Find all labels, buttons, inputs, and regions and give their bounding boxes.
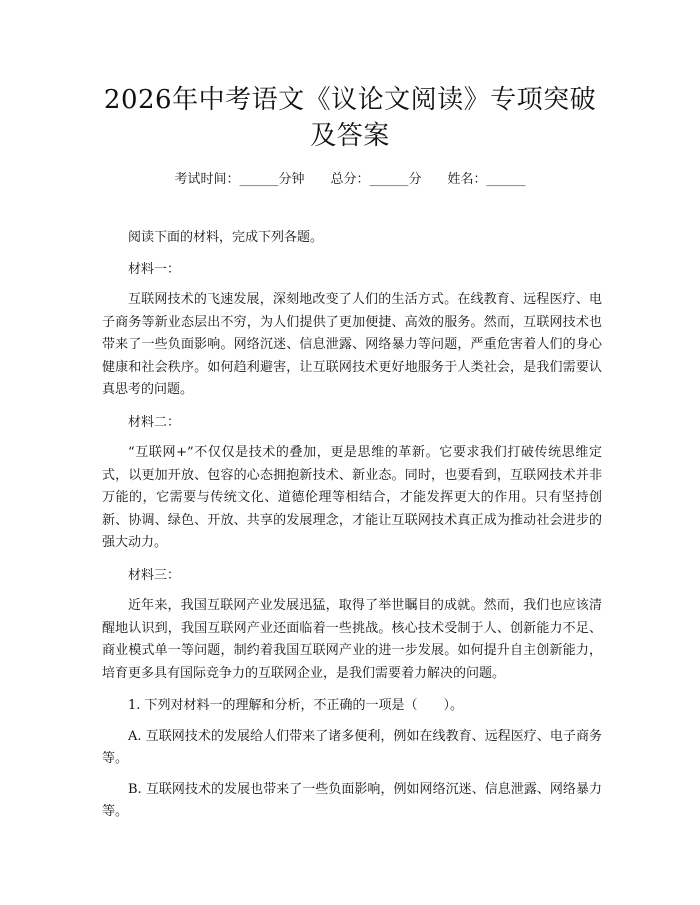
document-body — [102, 227, 602, 832]
material-3-text: 近年来，我国互联网产业发展迅猛，取得了举世瞩目的成就。然而，我们也应该清醒地认识到，我国互联网产业还面临着一些挑战。核心技术受制于人、创新能力不足、商业模式单一等问题，制约着我国互联网产业的进一步发展。如何提升自主创新能力，培育更多具有国际竞争力的互联网企业，是我们需要着力解决的问题。 — [102, 598, 602, 681]
reading-instruction: 阅读下面的材料，完成下列各题。 — [128, 230, 324, 245]
student-name-label: 姓名：______ — [447, 172, 526, 187]
question-1-option-b: B. 互联网技术的发展也带来了一些负面影响，例如网络沉迷、信息泄露、网络暴力等。 — [102, 781, 602, 819]
material-2-text: “互联网+”不仅仅是技术的叠加，更是思维的革新。它要求我们打破传统思维定式，以更加开放、包容的心态拥抱新技术、新业态。同时，也要看到，互联网技术并非万能的，它需要与传统文化、道德伦理等相结合，才能发挥更大的作用。只有坚持创新、协调、绿色、开放、共享的发展理念，才能让互联网技术真正成为推动社会进步的强大动力。 — [102, 445, 602, 550]
question-1-option-a: A. 互联网技术的发展给人们带来了诸多便利，例如在线教育、远程医疗、电子商务等。 — [102, 728, 602, 766]
document-title: 2026年中考语文《议论文阅读》专项突破及答案 — [103, 85, 597, 151]
material-3-label: 材料三： — [128, 567, 181, 583]
material-1-label: 材料一： — [128, 261, 181, 277]
total-score-label: 总分：______分 — [330, 172, 422, 187]
material-1-text: 互联网技术的飞速发展，深刻地改变了人们的生活方式。在线教育、远程医疗、电子商务等新业态层出不穷，为人们提供了更加便捷、高效的服务。然而，互联网技术也带来了一些负面影响。网络沉迷、信息泄露、网络暴力等问题，严重危害着人们的身心健康和社会秩序。如何趋利避害，让互联网技术更好地服务于人类社会，是我们需要认真思考的问题。 — [102, 292, 602, 397]
question-1-stem: 1. 下列对材料一的理解和分析，不正确的一项是（ ）。 — [128, 698, 464, 713]
exam-time-label: 考试时间：______分钟 — [174, 172, 305, 187]
exam-info-line — [0, 170, 700, 190]
material-2-label: 材料二： — [128, 414, 181, 430]
